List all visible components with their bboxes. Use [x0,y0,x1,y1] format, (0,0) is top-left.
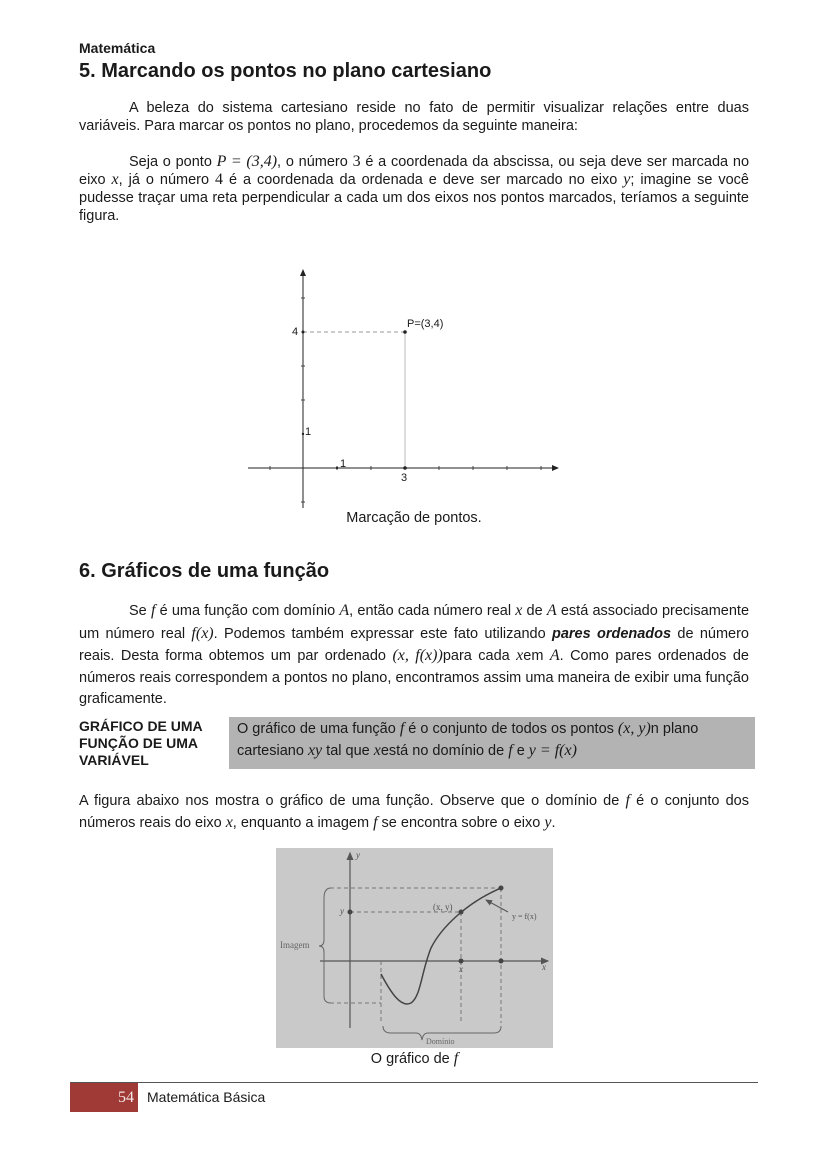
y-tick-1: 1 [305,426,312,438]
cartesian-plot-figure [240,258,570,508]
header-subject: Matemática [79,40,156,56]
definition-box: O gráfico de uma função f é o conjunto de todos os pontos (x, y)n plano cartesiano xy tal que xestá no domínio de f e y = f(x) [229,717,755,769]
x-value-label: x [459,964,463,974]
footer-divider [70,1082,758,1083]
section-5-title: 5. Marcando os pontos no plano cartesiano [79,60,492,82]
function-label: y = f(x) [512,912,537,921]
x-tick-1: 1 [340,458,347,470]
point-label: P=(3,4) [407,318,444,330]
x-axis-label: x [542,962,546,972]
page-number: 54 [118,1089,134,1106]
section-5-paragraph-1: A beleza do sistema cartesiano reside no fato de permitir visualizar relações entre duas variáveis. Para marcar os pontos no plano, procedemos da seguinte maneira: [79,100,749,134]
function-graph-figure [276,848,553,1048]
section-5-paragraph-2: Seja o ponto P = (3,4), o número 3 é a coordenada da abscissa, ou seja deve ser marcada no eixo x, já o número 4 é a coordenada da ordenada e deve ser marcado no eixo y; imagine se você pudesse traçar uma reta perpendicular a cada um dos eixos nos pontos marcados, teríamos a seguinte figura. [79,153,750,224]
figure-2-caption: O gráfico de f [370,1050,459,1067]
x-tick-3: 3 [401,472,408,484]
point-xy-label: (x, y) [433,902,453,912]
domain-label: Domínio [426,1037,455,1046]
bold-term: pares ordenados [551,625,672,642]
section-6-paragraph-2: A figura abaixo nos mostra o gráfico de uma função. Observe que o domínio de f é o conjunto dos números reais do eixo x, enquanto a imagem f se encontra sobre o eixo y. [79,792,749,831]
math-point: P = (3,4) [216,153,278,170]
function-graph [276,848,553,1048]
y-value-label: y [340,906,344,916]
section-6-title: 6. Gráficos de uma função [79,560,330,582]
footer-book-title: Matemática Básica [147,1089,266,1105]
cartesian-axes [240,258,570,508]
definition-label: GRÁFICO DE UMA FUNÇÃO DE UMA VARIÁVEL [79,718,203,768]
y-tick-4: 4 [292,326,299,338]
image-label: Imagem [280,940,310,950]
figure-1-caption: Marcação de pontos. [346,510,482,526]
section-6-paragraph-1: Se f é uma função com domínio A, então cada número real x de A está associado precisamente um número real f(x). Podemos também expressar este fato utilizando pares ordenados de número reais. Desta forma obtemos um par ordenado (x, f(x))para cada xem A. Como pares ordenados de números reais correspondem a pontos no plano, encontramos assim uma maneira de exibir uma função graficamente. [79,602,750,707]
y-axis-label: y [356,850,360,860]
